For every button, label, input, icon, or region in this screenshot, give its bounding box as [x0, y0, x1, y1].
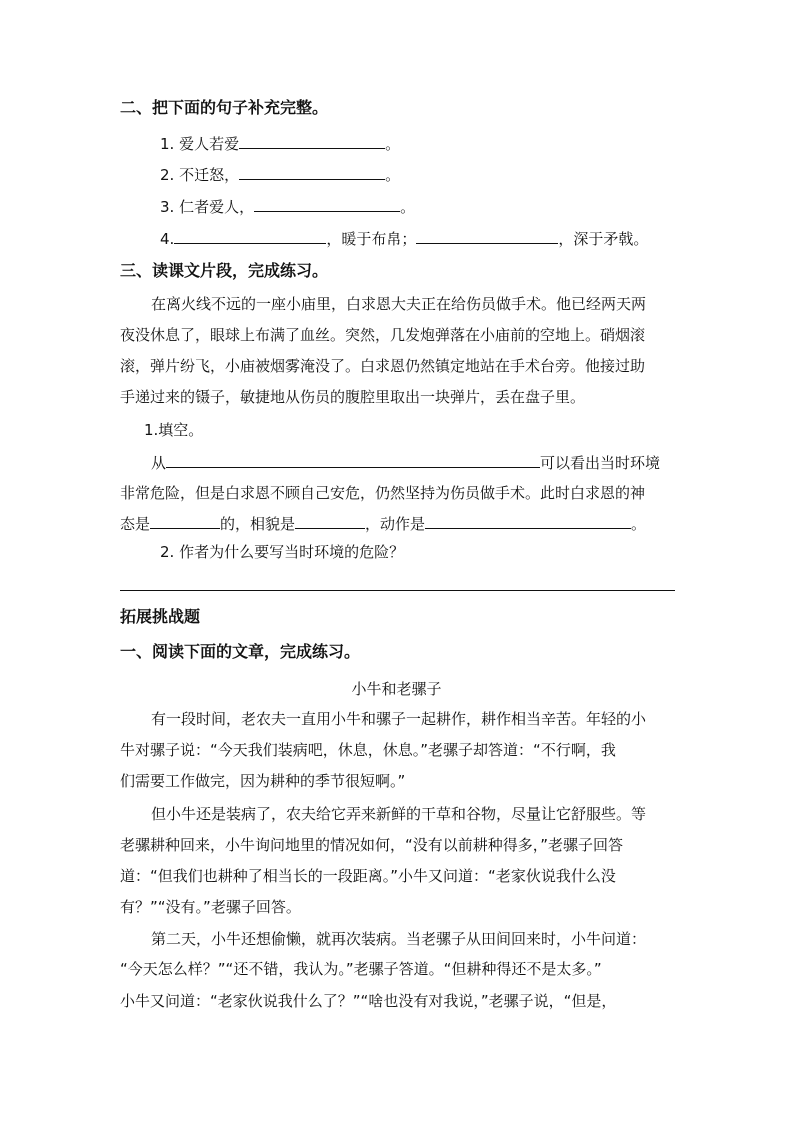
- story-line: 但小牛还是装病了，农夫给它弄来新鲜的干草和谷物，尽量让它舒服些。等: [151, 805, 647, 823]
- question-text: 态是: [120, 515, 151, 533]
- item-punct: 。: [400, 198, 416, 216]
- item-number: 3.: [160, 198, 175, 216]
- question-text: 可以看出当时环境: [540, 454, 661, 472]
- item-text: ，暖于布帛；: [326, 230, 417, 248]
- answer-blank[interactable]: [166, 452, 540, 468]
- answer-blank[interactable]: [150, 513, 220, 529]
- item-number: 2.: [160, 166, 175, 184]
- story-line: 老骡耕种回来，小牛询问地里的情况如何，“没有以前耕种得多，”老骡子回答: [120, 836, 624, 854]
- item-text: 不迁怒，: [179, 166, 240, 184]
- question-1-line: [151, 452, 660, 473]
- passage-line: 夜没休息了，眼球上布满了血丝。突然，几发炮弹落在小庙前的空地上。硝烟滚: [120, 326, 646, 344]
- answer-blank[interactable]: [174, 228, 326, 244]
- story-line: 有一段时间，老农夫一直用小牛和骡子一起耕作，耕作相当辛苦。年轻的小: [151, 710, 647, 728]
- fill-item-2: [160, 164, 400, 185]
- question-1-label: 1.填空。: [144, 421, 204, 439]
- question-text: 的，相貌是: [220, 515, 296, 533]
- item-text: 爱人若爱: [179, 135, 240, 153]
- fill-item-3: [160, 196, 415, 217]
- passage-line: 在离火线不远的一座小庙里，白求恩大夫正在给伤员做手术。他已经两天两: [151, 295, 647, 313]
- section2-heading: 二、把下面的句子补充完整。: [120, 98, 329, 117]
- item-number: 1.: [160, 135, 175, 153]
- item-text: ，深于矛戟。: [558, 230, 649, 248]
- question-text: 。: [631, 515, 647, 533]
- question-1-line: 非常危险，但是白求恩不顾自己安危，仍然坚持为伤员做手术。此时白求恩的神: [120, 484, 646, 502]
- answer-blank[interactable]: [295, 513, 365, 529]
- passage-line: 手递过来的镊子，敏捷地从伤员的腹腔里取出一块弹片，丢在盘子里。: [120, 388, 586, 406]
- story-line: 第二天，小牛还想偷懒，就再次装病。当老骡子从田间回来时，小牛问道：: [151, 930, 647, 948]
- story-title: 小牛和老骡子: [351, 680, 442, 698]
- answer-blank[interactable]: [416, 228, 558, 244]
- answer-blank[interactable]: [239, 164, 385, 180]
- item-number: 4.: [160, 230, 175, 248]
- extension-heading: 拓展挑战题: [120, 607, 201, 626]
- story-line: “今天怎么样？”“还不错，我认为。”老骡子答道。“但耕种得还不是太多。”: [120, 960, 602, 978]
- passage-line: 滚，弹片纷飞，小庙被烟雾淹没了。白求恩仍然镇定地站在手术台旁。他接过助: [120, 357, 646, 375]
- question-text: ，动作是: [365, 515, 426, 533]
- question-1-line: [120, 513, 646, 534]
- story-line: 牛对骡子说：“今天我们装病吧，休息，休息。”老骡子却答道：“不行啊，我: [120, 741, 616, 759]
- story-line: 有？”“没有。”老骡子回答。: [120, 898, 301, 916]
- fill-item-1: [160, 133, 400, 154]
- item-punct: 。: [385, 135, 401, 153]
- answer-blank[interactable]: [425, 513, 631, 529]
- story-line: 道：“但我们也耕种了相当长的一段距离。”小牛又问道：“老家伙说我什么没: [120, 867, 616, 885]
- item-text: 仁者爱人，: [179, 198, 255, 216]
- fill-item-4: [160, 228, 648, 249]
- story-line: 小牛又问道：“老家伙说我什么了？”“啥也没有对我说，”老骡子说，“但是，: [120, 992, 617, 1010]
- extension-section1-heading: 一、阅读下面的文章，完成练习。: [120, 642, 361, 661]
- section3-heading: 三、读课文片段，完成练习。: [120, 261, 329, 280]
- question-text: 从: [151, 454, 167, 472]
- answer-blank[interactable]: [254, 196, 400, 212]
- answer-blank[interactable]: [239, 133, 385, 149]
- answer-line-divider[interactable]: [120, 590, 675, 591]
- story-line: 们需要工作做完，因为耕种的季节很短啊。”: [120, 772, 406, 790]
- item-punct: 。: [385, 166, 401, 184]
- question-2: 2. 作者为什么要写当时环境的危险？: [160, 543, 405, 561]
